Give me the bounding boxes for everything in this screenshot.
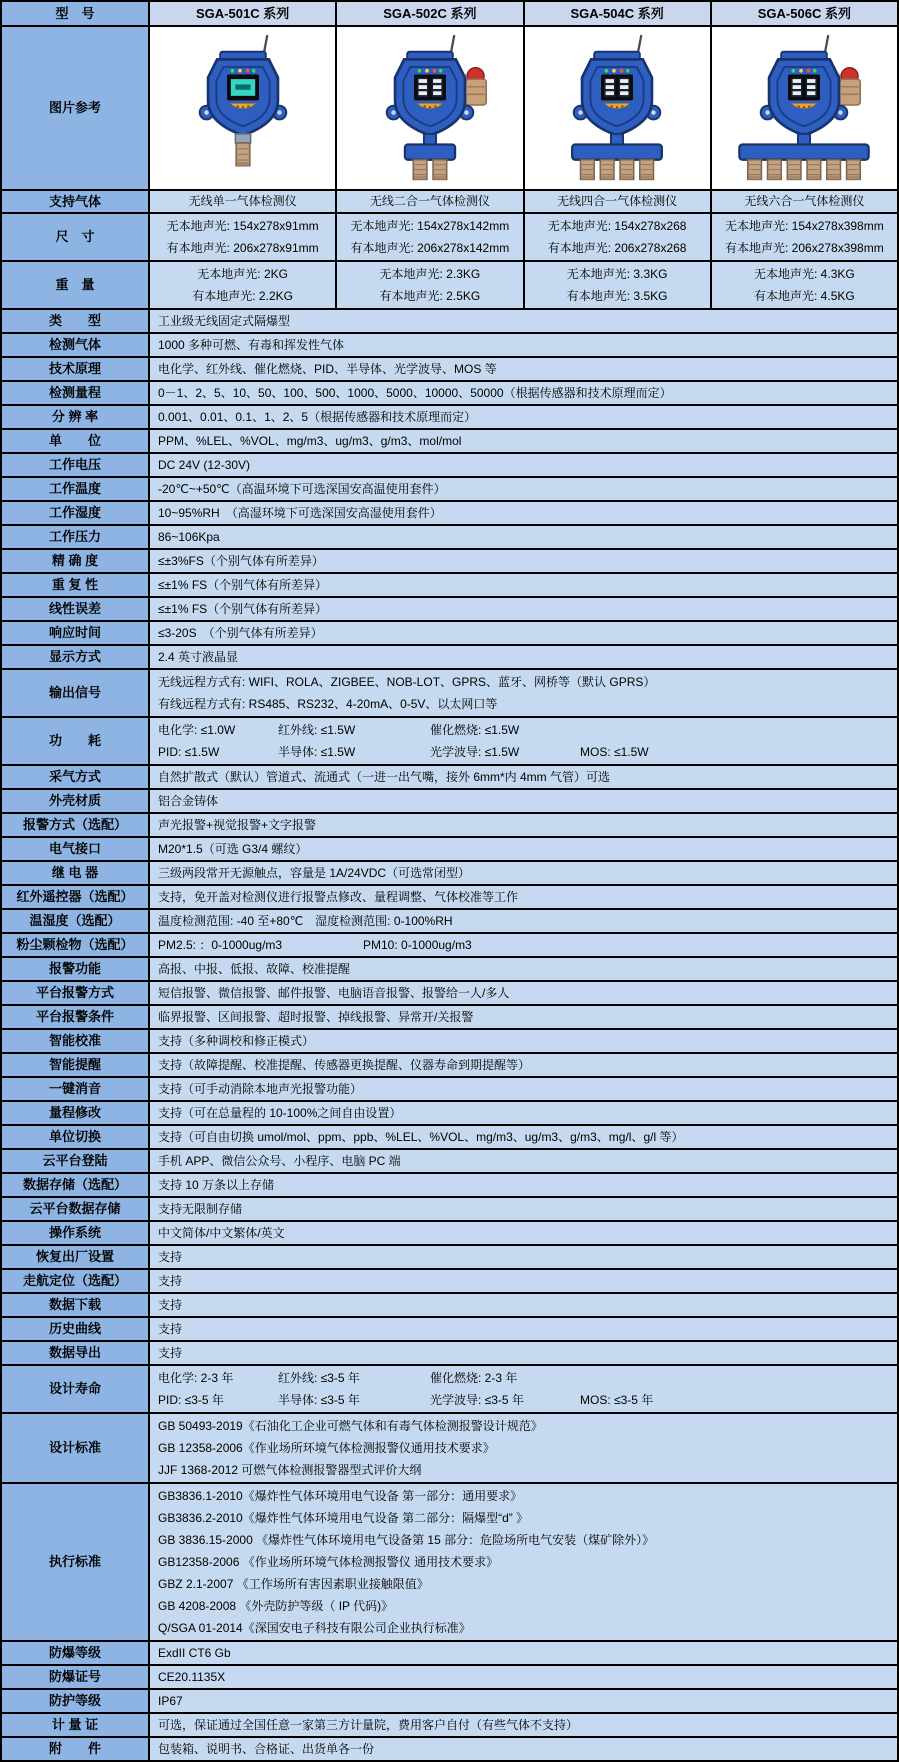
value-line: GB12358-2006 《作业场所环境气体检测报警仪 通用技术要求》	[158, 1555, 499, 1569]
value-line: 可选，保证通过全国任意一家第三方计量院，费用客户自付（有些气体不支持）	[158, 1718, 579, 1732]
value-line: 有线远程方式有: RS485、RS232、4-20mA、0-5V、以太网口等	[158, 697, 498, 711]
table-row	[2, 430, 897, 454]
column-header: SGA-506C 系列	[712, 2, 897, 25]
table-header-row	[2, 2, 897, 27]
row-label: 工作湿度	[2, 502, 150, 524]
spec-value-cell	[150, 598, 897, 620]
row-label: 图片参考	[2, 27, 150, 189]
value-line: GBZ 2.1-2007 《工作场所有害因素职业接触限值》	[158, 1577, 429, 1591]
value-line: 支持 10 万条以上存储	[158, 1178, 275, 1192]
spec-value-cell	[150, 838, 897, 860]
device-image-cell	[525, 27, 712, 189]
row-label: 云平台数据存储	[2, 1198, 150, 1220]
spec-value-cell	[150, 1078, 897, 1100]
row-label: 响应时间	[2, 622, 150, 644]
value-segment: 半导体: ≤3-5 年	[278, 1393, 360, 1407]
spec-value-cell	[525, 214, 712, 260]
spec-value-cell: 无线单一气体检测仪	[150, 191, 337, 212]
value-segment: 光学波导: ≤1.5W	[430, 745, 520, 759]
table-row	[2, 262, 897, 310]
table-row	[2, 646, 897, 670]
value-line: IP67	[158, 1694, 183, 1708]
table-row	[2, 1270, 897, 1294]
value-line: DC 24V (12-30V)	[158, 458, 251, 472]
value-line: 手机 APP、微信公众号、小程序、电脑 PC 端	[158, 1154, 401, 1168]
value-line: 86~106Kpa	[158, 530, 220, 544]
spec-value-cell	[150, 1126, 897, 1148]
spec-value-cell	[337, 214, 524, 260]
table-row	[2, 1150, 897, 1174]
spec-value-cell	[150, 1102, 897, 1124]
spec-value-cell	[337, 262, 524, 308]
row-label: 防护等级	[2, 1690, 150, 1712]
gas-detector-quad-sensor-icon	[532, 32, 702, 184]
value-line: 有本地声光: 4.5KG	[754, 289, 855, 303]
table-row	[2, 814, 897, 838]
gas-detector-dual-sensor-icon	[345, 32, 515, 184]
table-row	[2, 1006, 897, 1030]
value-line: 有本地声光: 2.5KG	[379, 289, 481, 303]
row-label: 数据下载	[2, 1294, 150, 1316]
table-row	[2, 1078, 897, 1102]
value-line: 电化学、红外线、催化燃烧、PID、半导体、光学波导、MOS 等	[158, 362, 497, 376]
value-line: ExdII CT6 Gb	[158, 1646, 231, 1660]
spec-value-cell	[150, 1738, 897, 1760]
spec-value-cell	[150, 1714, 897, 1736]
row-label: 采气方式	[2, 766, 150, 788]
row-label: 智能提醒	[2, 1054, 150, 1076]
value-line: GB3836.2-2010《爆炸性气体环境用电气设备 第二部分：隔爆型“d” 》	[158, 1511, 529, 1525]
row-label: 一键消音	[2, 1078, 150, 1100]
value-line: ≤±1% FS（个别气体有所差异）	[158, 602, 328, 616]
row-label: 附 件	[2, 1738, 150, 1760]
table-row	[2, 1126, 897, 1150]
spec-value-cell	[150, 1318, 897, 1340]
value-segment: PM10: 0-1000ug/m3	[363, 938, 472, 952]
table-row	[2, 214, 897, 262]
value-line: 无本地声光: 154x278x268	[547, 219, 687, 233]
row-label: 平台报警条件	[2, 1006, 150, 1028]
value-line: 包装箱、说明书、合格证、出货单各一份	[158, 1742, 375, 1756]
value-segment: PM2.5: ：0-1000ug/m3	[158, 938, 283, 952]
spec-value-cell	[150, 934, 897, 956]
spec-value-cell	[150, 1222, 897, 1244]
spec-value-cell	[150, 718, 897, 764]
spec-value-cell	[150, 478, 897, 500]
spec-value-cell	[150, 526, 897, 548]
row-label: 温湿度（选配）	[2, 910, 150, 932]
table-row	[2, 526, 897, 550]
value-line: 无线远程方式有: WIFI、ROLA、ZIGBEE、NOB-LOT、GPRS、蓝牙、网桥等（默认 GPRS）	[158, 675, 656, 689]
spec-value-cell	[150, 790, 897, 812]
table-row	[2, 1666, 897, 1690]
spec-value-cell	[150, 334, 897, 356]
value-line: 支持，免开盖对检测仪进行报警点修改、量程调整、气体校准等工作	[158, 890, 519, 904]
column-header: SGA-504C 系列	[525, 2, 712, 25]
table-row	[2, 1690, 897, 1714]
spec-value-cell	[150, 1030, 897, 1052]
table-row	[2, 1366, 897, 1414]
spec-value-cell	[712, 214, 897, 260]
gas-detector-single-sensor-icon	[158, 32, 328, 184]
row-label: 类 型	[2, 310, 150, 332]
table-row	[2, 1642, 897, 1666]
value-line: GB 4208-2008 《外壳防护等级（ IP 代码)》	[158, 1599, 394, 1613]
table-row	[2, 1102, 897, 1126]
spec-value-cell	[150, 214, 337, 260]
row-label: 检测气体	[2, 334, 150, 356]
value-line: 支持（可手动消除本地声光报警功能）	[158, 1082, 363, 1096]
device-image-cell	[150, 27, 337, 189]
row-label: 报警方式（选配）	[2, 814, 150, 836]
value-segment: PID: ≤1.5W	[158, 745, 220, 759]
value-line: 无本地声光: 154x278x91mm	[166, 219, 319, 233]
row-label: 外壳材质	[2, 790, 150, 812]
value-line: 无本地声光: 2.3KG	[379, 267, 481, 281]
value-line: 0－1、2、5、10、50、100、500、1000、5000、10000、50000（根据传感器和技术原理而定）	[158, 386, 672, 400]
value-line: ≤±1% FS（个别气体有所差异）	[158, 578, 328, 592]
table-row	[2, 910, 897, 934]
value-line: 高报、中报、低报、故障、校准提醒	[158, 962, 351, 976]
row-label: 红外遥控器（选配）	[2, 886, 150, 908]
spec-value-cell	[150, 1150, 897, 1172]
spec-value-cell: 无线六合一气体检测仪	[712, 191, 897, 212]
table-row	[2, 310, 897, 334]
table-row	[2, 1484, 897, 1642]
spec-value-cell	[150, 1414, 897, 1482]
table-row	[2, 862, 897, 886]
row-label: 功 耗	[2, 718, 150, 764]
row-label: 走航定位（选配）	[2, 1270, 150, 1292]
table-row	[2, 382, 897, 406]
spec-value-cell	[150, 814, 897, 836]
spec-value-cell	[150, 1174, 897, 1196]
spec-value-cell	[150, 454, 897, 476]
row-label: 量程修改	[2, 1102, 150, 1124]
value-line: 有本地声光: 2.2KG	[192, 289, 293, 303]
value-line: 支持（故障提醒、校准提醒、传感器更换提醒、仪器寿命到期提醒等）	[158, 1058, 531, 1072]
row-label: 防爆等级	[2, 1642, 150, 1664]
table-row	[2, 622, 897, 646]
value-line: 无本地声光: 4.3KG	[754, 267, 855, 281]
table-row	[2, 1198, 897, 1222]
value-line	[158, 1389, 889, 1411]
table-row	[2, 718, 897, 766]
spec-value-cell	[150, 886, 897, 908]
spec-value-cell	[150, 262, 337, 308]
value-segment: 光学波导: ≤3-5 年	[430, 1393, 524, 1407]
row-label: 设计标准	[2, 1414, 150, 1482]
row-label: 计 量 证	[2, 1714, 150, 1736]
spec-value-cell	[150, 1642, 897, 1664]
table-row	[2, 406, 897, 430]
table-row	[2, 1738, 897, 1760]
value-line: CE20.1135X	[158, 1670, 226, 1684]
row-label: 输出信号	[2, 670, 150, 716]
spec-value-cell	[712, 262, 897, 308]
value-line	[158, 741, 889, 763]
value-line: 温度检测范围: -40 至+80℃ 湿度检测范围: 0-100%RH	[158, 914, 453, 928]
row-label: 线性误差	[2, 598, 150, 620]
value-line: 支持	[158, 1322, 183, 1336]
value-line: -20℃~+50℃（高温环境下可选深国安高温使用套件）	[158, 482, 446, 496]
spec-value-cell	[150, 430, 897, 452]
value-line: 无本地声光: 2KG	[197, 267, 288, 281]
table-row	[2, 1414, 897, 1484]
table-row	[2, 958, 897, 982]
spec-value-cell	[150, 1342, 897, 1364]
column-header: SGA-502C 系列	[337, 2, 524, 25]
row-label: 设计寿命	[2, 1366, 150, 1412]
row-label: 工作温度	[2, 478, 150, 500]
value-line: GB 3836.15-2000 《爆炸性气体环境用电气设备第 15 部分：危险场所电气安装（煤矿除外）》	[158, 1533, 655, 1547]
value-line: GB3836.1-2010《爆炸性气体环境用电气设备 第一部分：通用要求》	[158, 1489, 523, 1503]
spec-value-cell	[150, 958, 897, 980]
value-segment: 电化学: ≤1.0W	[158, 723, 236, 737]
value-line: 无本地声光: 3.3KG	[566, 267, 668, 281]
header-model-label: 型 号	[2, 2, 150, 25]
table-row	[2, 1030, 897, 1054]
row-label: 工作压力	[2, 526, 150, 548]
value-line: GB 50493-2019《石油化工企业可燃气体和有毒气体检测报警设计规范》	[158, 1419, 543, 1433]
gas-detector-hex-sensor-icon	[719, 32, 889, 184]
table-row	[2, 1054, 897, 1078]
table-row	[2, 1318, 897, 1342]
spec-value-cell	[150, 358, 897, 380]
spec-value-cell	[150, 910, 897, 932]
table-row	[2, 838, 897, 862]
row-label: 平台报警方式	[2, 982, 150, 1004]
row-label: 恢复出厂设置	[2, 1246, 150, 1268]
device-image-cell	[712, 27, 897, 189]
value-line: 有本地声光: 206x278x91mm	[166, 241, 319, 255]
row-label: 操作系统	[2, 1222, 150, 1244]
spec-value-cell	[150, 310, 897, 332]
value-segment: MOS: ≤3-5 年	[580, 1393, 654, 1407]
value-line: 支持（多种调校和修正模式）	[158, 1034, 315, 1048]
table-row	[2, 790, 897, 814]
spec-value-cell	[150, 1198, 897, 1220]
value-line: JJF 1368-2012 可燃气体检测报警器型式评价大纲	[158, 1463, 422, 1477]
spec-value-cell: 无线二合一气体检测仪	[337, 191, 524, 212]
value-line: ≤3-20S （个别气体有所差异）	[158, 626, 323, 640]
value-line: 无本地声光: 154x278x398mm	[725, 219, 884, 233]
spec-value-cell	[150, 982, 897, 1004]
value-line: 工业级无线固定式隔爆型	[158, 314, 291, 328]
value-line	[158, 935, 889, 955]
column-header: SGA-501C 系列	[150, 2, 337, 25]
value-line: 自然扩散式（默认）管道式、流通式（一进一出气嘴，接外 6mm*内 4mm 气管）可选	[158, 770, 611, 784]
value-line: 有本地声光: 206x278x268	[547, 241, 687, 255]
value-line	[158, 1367, 889, 1389]
spec-value-cell: 无线四合一气体检测仪	[525, 191, 712, 212]
value-segment: 催化燃烧: 2-3 年	[430, 1371, 518, 1385]
value-segment: 红外线: ≤3-5 年	[278, 1371, 360, 1385]
value-line: 有本地声光: 206x278x142mm	[350, 241, 510, 255]
value-line: 10~95%RH （高湿环境下可选深国安高湿使用套件）	[158, 506, 442, 520]
row-label: 显示方式	[2, 646, 150, 668]
table-row	[2, 1294, 897, 1318]
table-row	[2, 334, 897, 358]
row-label: 报警功能	[2, 958, 150, 980]
spec-value-cell	[150, 1484, 897, 1640]
value-line: 1000 多种可燃、有毒和挥发性气体	[158, 338, 345, 352]
row-label: 数据导出	[2, 1342, 150, 1364]
spec-value-cell	[150, 646, 897, 668]
row-label: 工作电压	[2, 454, 150, 476]
image-reference-row	[2, 27, 897, 191]
spec-value-cell	[150, 1690, 897, 1712]
table-row	[2, 1246, 897, 1270]
row-label: 技术原理	[2, 358, 150, 380]
spec-value-cell	[150, 766, 897, 788]
value-line: 支持无限制存储	[158, 1202, 243, 1216]
spec-value-cell	[150, 1294, 897, 1316]
value-line: 支持（可自由切换 umol/mol、ppm、ppb、%LEL、%VOL、mg/m3、ug/m3、g/m3、mg/l、g/l 等）	[158, 1130, 684, 1144]
value-segment: 催化燃烧: ≤1.5W	[430, 723, 520, 737]
row-label: 智能校准	[2, 1030, 150, 1052]
row-label: 重 复 性	[2, 574, 150, 596]
spec-value-cell	[150, 1270, 897, 1292]
value-line: 铝合金铸体	[158, 794, 219, 808]
spec-value-cell	[150, 574, 897, 596]
value-line: 声光报警+视觉报警+文字报警	[158, 818, 317, 832]
table-row	[2, 574, 897, 598]
value-line: 2.4 英寸液晶显	[158, 650, 239, 664]
value-line: 支持（可在总量程的 10-100%之间自由设置）	[158, 1106, 402, 1120]
table-row	[2, 1222, 897, 1246]
value-line: 临界报警、区间报警、超时报警、掉线报警、异常开/关报警	[158, 1010, 474, 1024]
spec-value-cell	[150, 670, 897, 716]
value-line: 有本地声光: 206x278x398mm	[725, 241, 884, 255]
table-row	[2, 766, 897, 790]
value-line: PPM、%LEL、%VOL、mg/m3、ug/m3、g/m3、mol/mol	[158, 434, 462, 448]
value-line: Q/SGA 01-2014《深国安电子科技有限公司企业执行标准》	[158, 1621, 471, 1635]
table-row	[2, 1714, 897, 1738]
value-line: ≤±3%FS（个别气体有所差异）	[158, 554, 324, 568]
row-label: 分 辨 率	[2, 406, 150, 428]
spec-value-cell	[150, 1246, 897, 1268]
value-line: 支持	[158, 1250, 183, 1264]
table-row	[2, 886, 897, 910]
value-line: 支持	[158, 1274, 183, 1288]
table-row	[2, 670, 897, 718]
row-label: 支持气体	[2, 191, 150, 212]
spec-value-cell	[150, 1054, 897, 1076]
row-label: 检测量程	[2, 382, 150, 404]
value-line: 支持	[158, 1298, 183, 1312]
value-segment: 电化学: 2-3 年	[158, 1371, 234, 1385]
table-row	[2, 1174, 897, 1198]
table-row	[2, 358, 897, 382]
value-segment: MOS: ≤1.5W	[580, 745, 649, 759]
value-line: 短信报警、微信报警、邮件报警、电脑语音报警、报警给一人/多人	[158, 986, 510, 1000]
value-segment: PID: ≤3-5 年	[158, 1393, 224, 1407]
row-label: 云平台登陆	[2, 1150, 150, 1172]
spec-value-cell	[150, 1666, 897, 1688]
row-label: 单 位	[2, 430, 150, 452]
row-label: 电气接口	[2, 838, 150, 860]
row-label: 历史曲线	[2, 1318, 150, 1340]
spec-value-cell	[150, 1006, 897, 1028]
table-row	[2, 478, 897, 502]
row-label: 继 电 器	[2, 862, 150, 884]
value-line: 有本地声光: 3.5KG	[566, 289, 668, 303]
row-label: 粉尘颗检物（选配）	[2, 934, 150, 956]
spec-value-cell	[150, 406, 897, 428]
spec-value-cell	[150, 550, 897, 572]
table-row	[2, 1342, 897, 1366]
value-segment: 半导体: ≤1.5W	[278, 745, 356, 759]
spec-value-cell	[150, 382, 897, 404]
device-image-cell	[337, 27, 524, 189]
value-line	[158, 719, 889, 741]
table-row	[2, 502, 897, 526]
value-line: 0.001、0.01、0.1、1、2、5（根据传感器和技术原理而定）	[158, 410, 477, 424]
row-label: 数据存储（选配）	[2, 1174, 150, 1196]
table-row	[2, 598, 897, 622]
table-row	[2, 982, 897, 1006]
table-row	[2, 454, 897, 478]
row-label: 尺 寸	[2, 214, 150, 260]
spec-value-cell	[150, 622, 897, 644]
table-row	[2, 934, 897, 958]
value-line: M20*1.5（可选 G3/4 螺纹）	[158, 842, 308, 856]
row-label: 防爆证号	[2, 1666, 150, 1688]
value-segment: 红外线: ≤1.5W	[278, 723, 356, 737]
spec-value-cell	[150, 862, 897, 884]
value-line: 中文简体/中文繁体/英文	[158, 1226, 285, 1240]
spec-value-cell	[150, 1366, 897, 1412]
spec-value-cell	[525, 262, 712, 308]
value-line: GB 12358-2006《作业场所环境气体检测报警仪通用技术要求》	[158, 1441, 495, 1455]
row-label: 重 量	[2, 262, 150, 308]
spec-value-cell	[150, 502, 897, 524]
value-line: 支持	[158, 1346, 183, 1360]
row-label: 单位切换	[2, 1126, 150, 1148]
row-label: 执行标准	[2, 1484, 150, 1640]
row-label: 精 确 度	[2, 550, 150, 572]
table-row	[2, 191, 897, 214]
value-line: 无本地声光: 154x278x142mm	[350, 219, 510, 233]
value-line: 三级两段常开无源触点，容量是 1A/24VDC（可选常闭型）	[158, 866, 471, 880]
table-row	[2, 550, 897, 574]
